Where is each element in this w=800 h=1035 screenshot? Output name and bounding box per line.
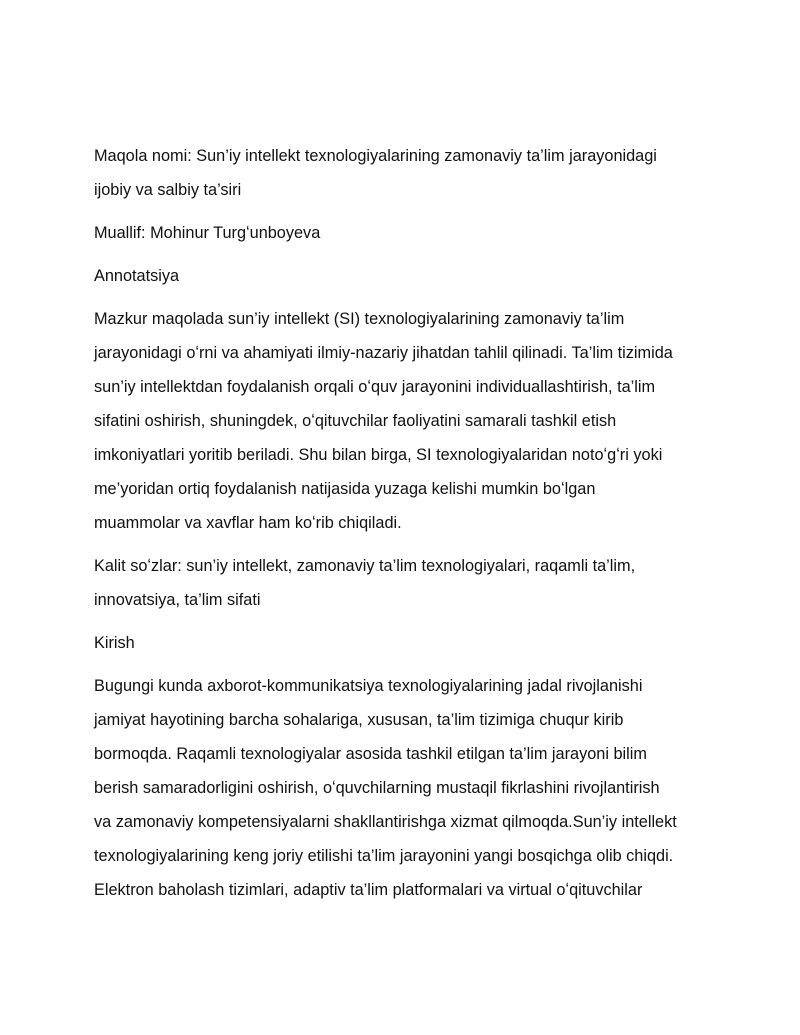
title-line: Maqola nomi: Sun’iy intellekt texnologiyalarining zamonaviy ta’lim jarayonidagi [94,147,657,165]
annotation-heading: Annotatsiya [94,267,180,285]
intro-line: Elektron baholash tizimlari, adaptiv ta’lim platformalari va virtual oʻqituvchilar [94,881,643,899]
annotation-line: jarayonidagi oʻrni va ahamiyati ilmiy-nazariy jihatdan tahlil qilinadi. Ta’lim tizimida [94,344,673,362]
intro-line: texnologiyalarining keng joriy etilishi ta’lim jarayonini yangi bosqichga olib chiqdi. [94,847,674,865]
intro-line: berish samaradorligini oshirish, oʻquvchilarning mustaqil fikrlashini rivojlantirish [94,779,660,797]
annotation-line: sifatini oshirish, shuningdek, oʻqituvchilar faoliyatini samarali tashkil etish [94,412,617,430]
annotation-line: imkoniyatlari yoritib beriladi. Shu bilan birga, SI texnologiyalaridan notoʻgʻri yoki [94,446,663,464]
annotation-line: sun’iy intellektdan foydalanish orqali oʻquv jarayonini individuallashtirish, ta’lim [94,378,656,396]
author-line: Muallif: Mohinur Turgʻunboyeva [94,224,321,242]
annotation-paragraph [94,302,734,540]
document-body [94,139,734,916]
intro-line: jamiyat hayotining barcha sohalariga, xususan, ta’lim tizimiga chuqur kirib [94,711,624,729]
article-title [94,139,734,207]
annotation-line: muammolar va xavflar ham koʻrib chiqiladi. [94,514,402,532]
keywords-paragraph [94,549,734,617]
intro-line: bormoqda. Raqamli texnologiyalar asosida tashkil etilgan ta’lim jarayoni bilim [94,745,647,763]
intro-paragraph [94,669,734,907]
intro-line: va zamonaviy kompetensiyalarni shakllantirishga xizmat qilmoqda.Sun’iy intellekt [94,813,677,831]
keywords-line: innovatsiya, ta’lim sifati [94,591,261,609]
intro-heading: Kirish [94,634,135,652]
annotation-line: me’yoridan ortiq foydalanish natijasida yuzaga kelishi mumkin boʻlgan [94,480,596,498]
annotation-line: Mazkur maqolada sun’iy intellekt (SI) texnologiyalarining zamonaviy ta’lim [94,310,625,328]
keywords-line: Kalit soʻzlar: sun’iy intellekt, zamonaviy ta’lim texnologiyalari, raqamli ta’lim, [94,557,636,575]
title-line: ijobiy va salbiy ta’siri [94,181,242,199]
intro-line: Bugungi kunda axborot-kommunikatsiya texnologiyalarining jadal rivojlanishi [94,677,643,695]
